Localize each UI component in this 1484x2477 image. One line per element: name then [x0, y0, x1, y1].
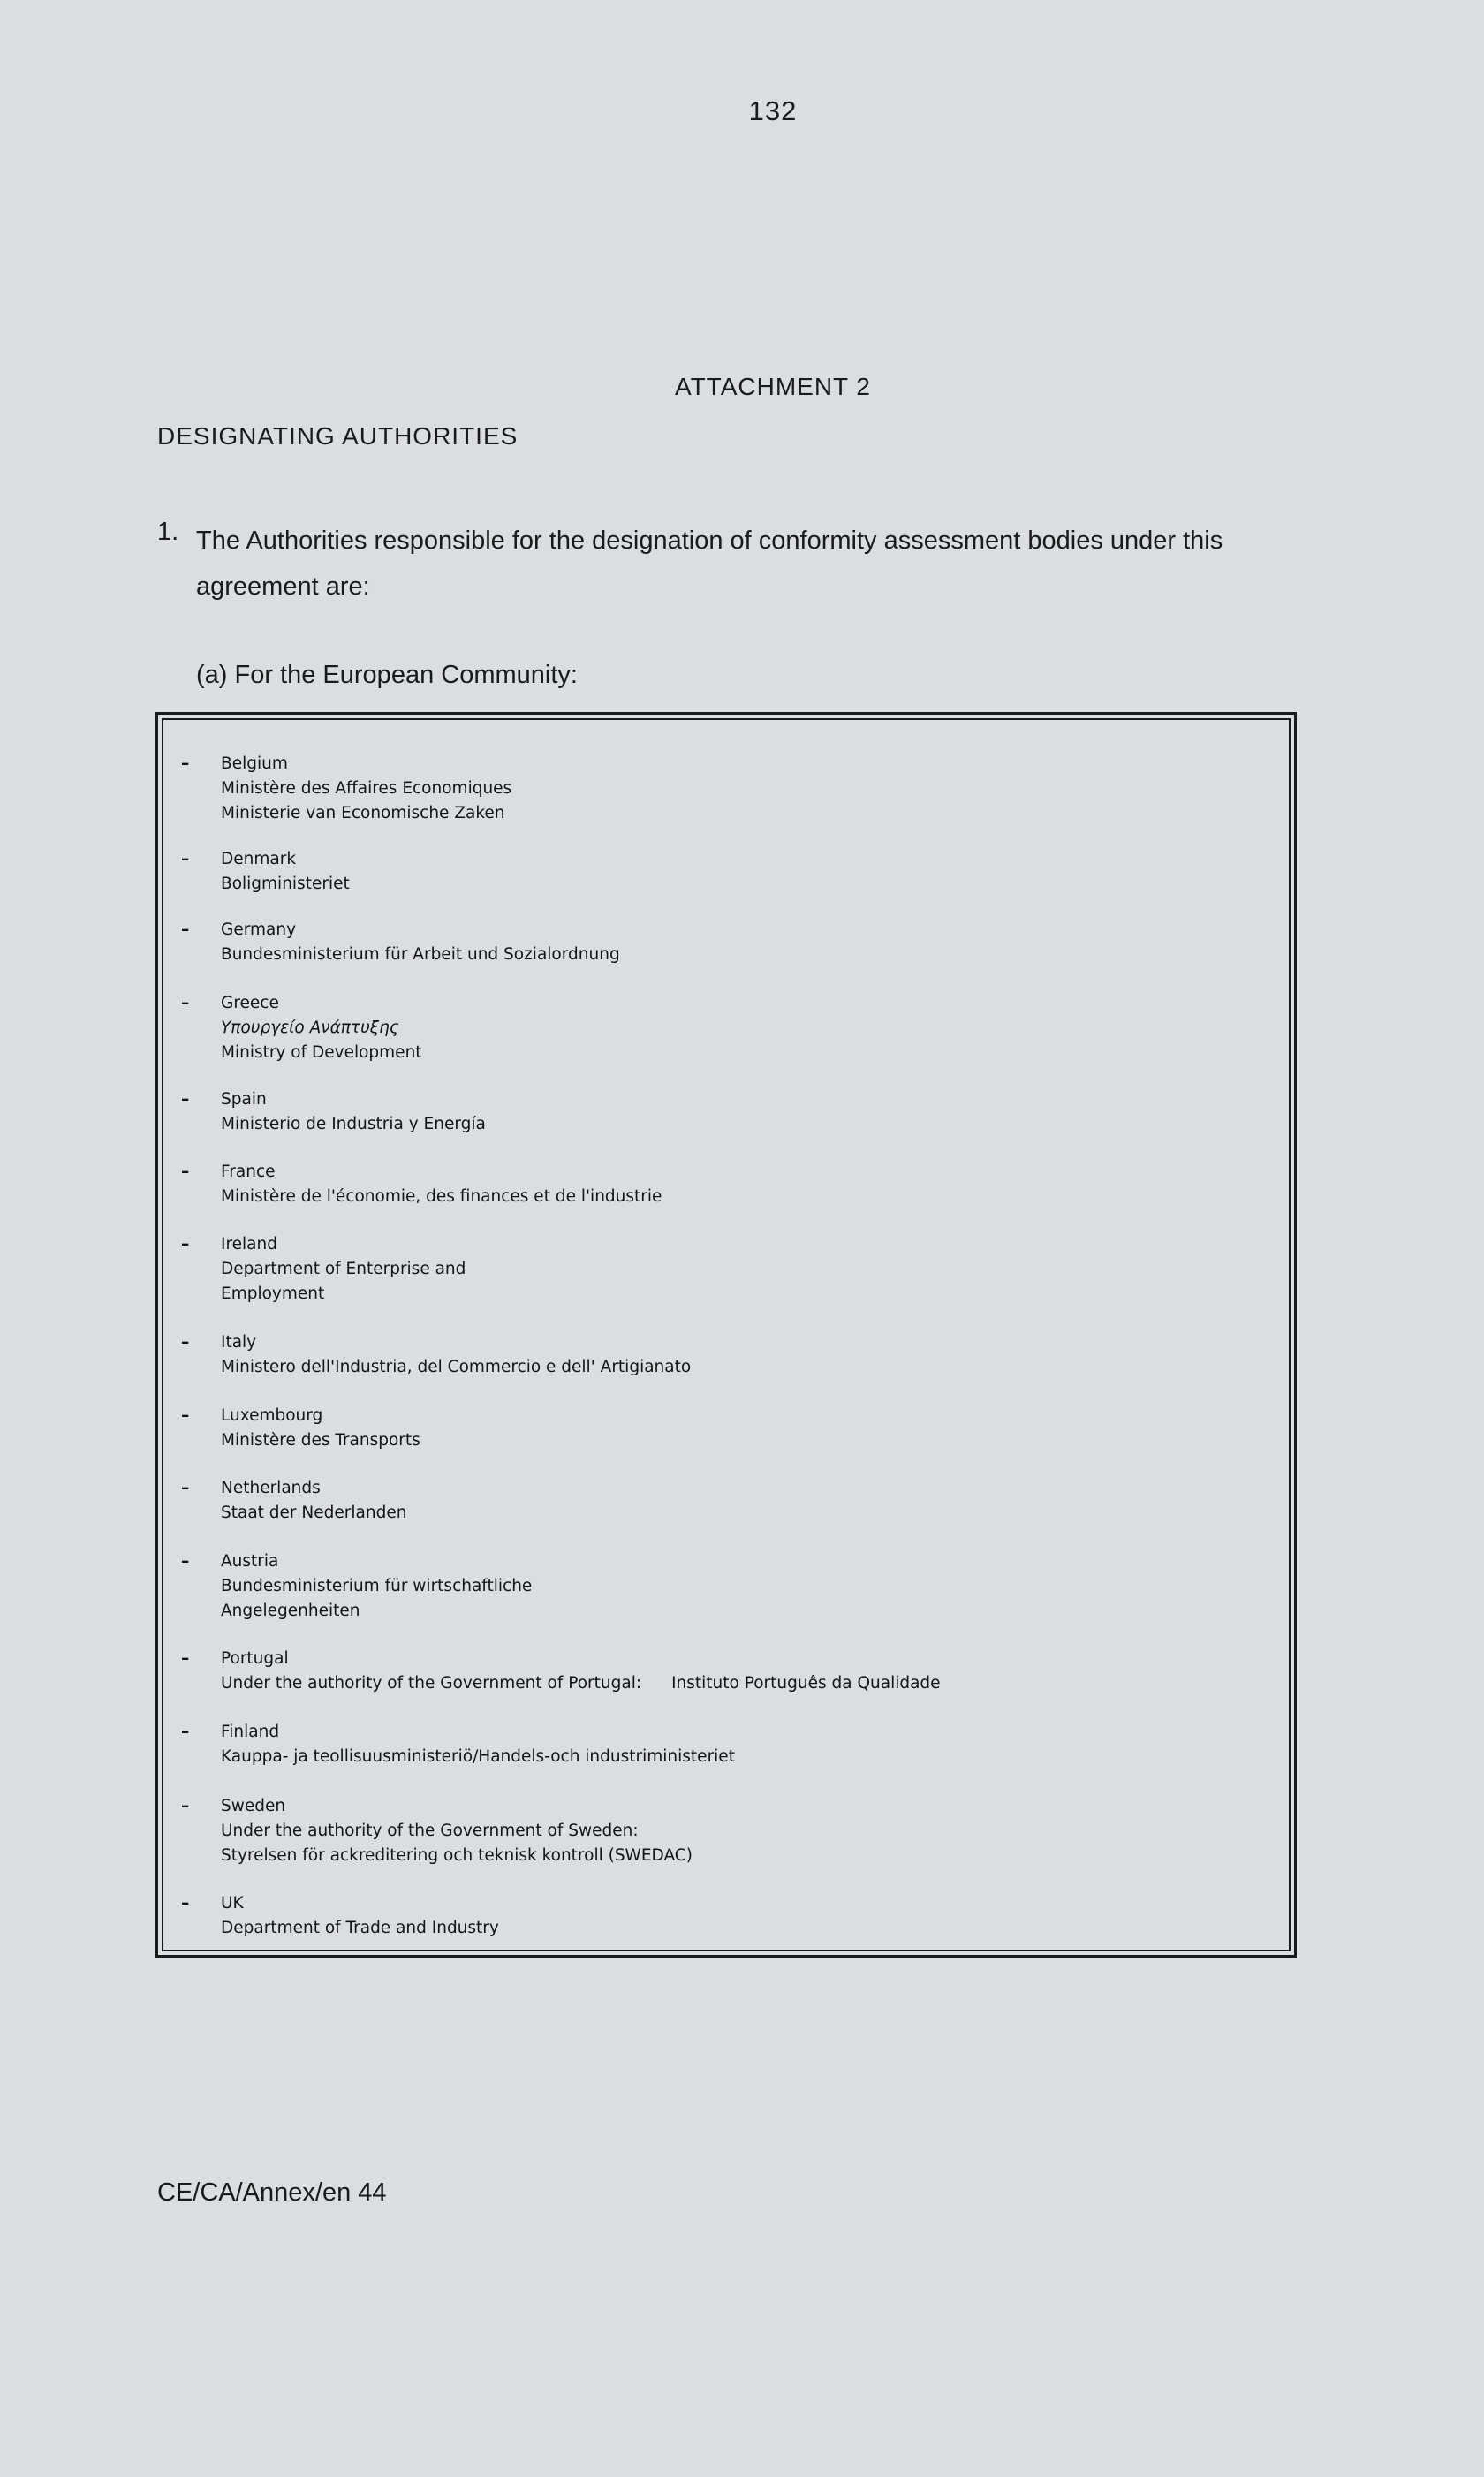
- entry-authority: Υπουργείο Ανάπτυξης: [221, 1019, 399, 1037]
- entry-authority: Ministero dell'Industria, del Commercio e dell' Artigianato: [221, 1358, 692, 1376]
- entry-authority: Kauppa- ja teollisuusministeriö/Handels-och industriministeriet: [221, 1747, 735, 1766]
- list-dash: –: [181, 1479, 190, 1497]
- list-dash: –: [181, 1090, 190, 1109]
- entry-authority: Under the authority of the Government of Sweden:: [221, 1822, 639, 1840]
- entry-country: Austria: [221, 1552, 279, 1571]
- entry-country: France: [221, 1163, 276, 1181]
- entry-authority: Boligministeriet: [221, 875, 350, 893]
- list-dash: –: [181, 1723, 190, 1741]
- entry-authority: Ministerio de Industria y Energía: [221, 1115, 486, 1133]
- entry-country: UK: [221, 1894, 244, 1913]
- entry-authority: Staat der Nederlanden: [221, 1504, 407, 1522]
- entry-authority: Ministère de l'économie, des finances et de l'industrie: [221, 1187, 662, 1206]
- list-dash: –: [181, 1649, 190, 1668]
- entry-authority: Under the authority of the Government of Portugal:: [221, 1674, 642, 1693]
- list-dash: –: [181, 1333, 190, 1352]
- entry-authority: Ministry of Development: [221, 1043, 422, 1062]
- entry-authority: Ministère des Affaires Economiques: [221, 779, 512, 798]
- entry-authority: Bundesministerium für wirtschaftliche: [221, 1577, 533, 1595]
- list-dash: –: [181, 1552, 190, 1571]
- entry-authority: Angelegenheiten: [221, 1602, 360, 1620]
- entry-authority: Styrelsen för ackreditering och teknisk kontroll (SWEDAC): [221, 1846, 693, 1865]
- paragraph-number: 1.: [157, 518, 179, 546]
- footer-reference: [157, 2178, 387, 2208]
- entry-country: Spain: [221, 1090, 267, 1109]
- list-dash: –: [181, 1797, 190, 1815]
- entry-country: Finland: [221, 1723, 280, 1741]
- entry-authority: Employment: [221, 1284, 325, 1303]
- list-dash: –: [181, 1894, 190, 1913]
- entry-country: Sweden: [221, 1797, 286, 1815]
- entry-authority: Ministerie van Economische Zaken: [221, 804, 505, 822]
- entry-country: Portugal: [221, 1649, 289, 1668]
- section-heading: DESIGNATING AUTHORITIES: [157, 422, 519, 450]
- entry-country: Italy: [221, 1333, 257, 1352]
- footer-page: 44: [358, 2178, 387, 2207]
- list-dash: –: [181, 920, 190, 939]
- entry-country: Belgium: [221, 754, 288, 773]
- list-dash: –: [181, 1406, 190, 1425]
- entry-authority: Department of Trade and Industry: [221, 1919, 499, 1937]
- authority-table: [155, 712, 1297, 1958]
- entry-authority: Bundesministerium für Arbeit und Sozialordnung: [221, 945, 620, 964]
- entry-country: Netherlands: [221, 1479, 321, 1497]
- entry-authority: Instituto Português da Qualidade: [671, 1674, 941, 1693]
- list-dash: –: [181, 754, 190, 773]
- footer-code: CE/CA/Annex/en: [157, 2178, 352, 2207]
- entry-country: Ireland: [221, 1235, 277, 1254]
- subparagraph-heading: (a) For the European Community:: [196, 661, 578, 689]
- list-dash: –: [181, 994, 190, 1012]
- attachment-title: ATTACHMENT 2: [674, 373, 871, 400]
- list-dash: –: [181, 850, 190, 868]
- entry-authority: Ministère des Transports: [221, 1431, 420, 1450]
- paragraph-text: The Authorities responsible for the designation of conformity assessment bodies under this agreement are:: [196, 526, 1223, 601]
- entry-country: Luxembourg: [221, 1406, 323, 1425]
- page-number: 132: [748, 95, 798, 126]
- entry-country: Germany: [221, 920, 297, 939]
- list-dash: –: [181, 1163, 190, 1181]
- entry-country: Greece: [221, 994, 279, 1012]
- entry-country: Denmark: [221, 850, 297, 868]
- entry-authority: Department of Enterprise and: [221, 1260, 466, 1278]
- list-dash: –: [181, 1235, 190, 1254]
